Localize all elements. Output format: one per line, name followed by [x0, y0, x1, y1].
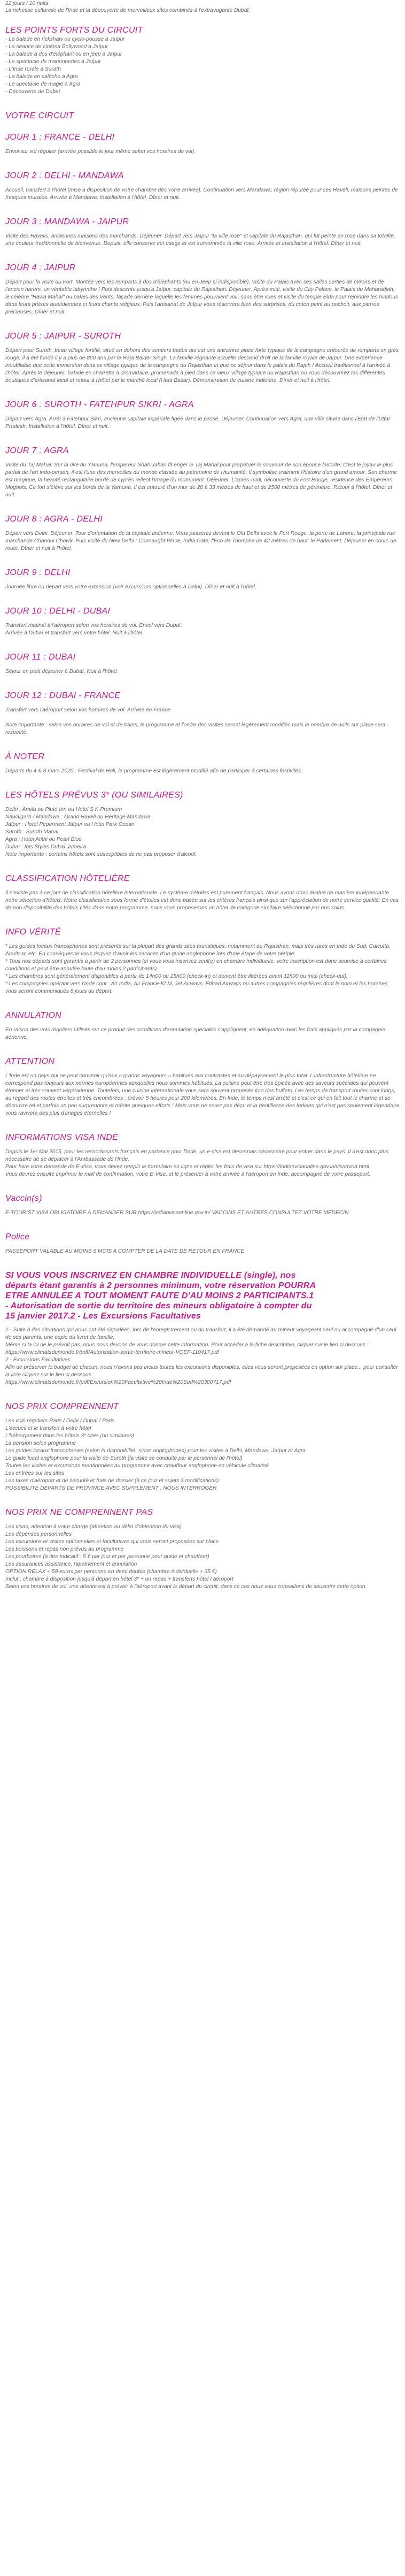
hotel-item: Agra : Hotel Atithi ou Pearl Blue — [5, 837, 82, 842]
note-text: Départs du 4 & 8 mars 2020 : Festival de Holi, le programme est légèrement modifié afin de participer à certaines festivités. — [5, 768, 303, 774]
day-text: Journée libre ou départ vers votre extension (voir excursions optionnelles à Delhi). Dîner et nuit à l'hôtel. — [5, 584, 256, 590]
excluded-text: Les visas, attention à votre charge (attention au délai d'obtention du visa) Les dépenses personnelles Les excursions et visites optionnelles et facultatives qui vous seront proposées sur place Les boissons et repas non prévus au programme Les pourboires (à titre indicatif : 5 € par jour et par personne pour guide et chauffeur) Les assurances assistance, rapatriement et annulation OPTION RELAX + 59 euros par personne en demi double (chambre individuelle + 35 €) Inclut : chambre à disposition jusqu'à départ en hôtel 3* + un repas + transferts hôtel / aéroport Selon vos horaires de vol, une attente est à prévoir à l'aéroport avant le départ du circuit, dans ce cas nous vous conseillons de souscrire cette option. — [5, 1524, 367, 1590]
itinerary-day — [5, 331, 400, 385]
day-text: Transfert matinal à l'aéroport selon vos horaires de vol. Envol vers Dubaï. Arrivée à Dubaï et transfert vers votre hôtel. Nuit à l'hôtel. — [5, 623, 182, 636]
warning-line: SI VOUS VOUS INSCRIVEZ EN CHAMBRE INDIVIDUELLE (single), nos — [5, 1271, 296, 1280]
itinerary-day — [5, 514, 400, 553]
day-text: Séjour en petit déjeuner à Dubaï. Nuit à l'hôtel. — [5, 669, 118, 674]
intro — [5, 0, 400, 14]
included-text: Les vols réguliers Paris / Delhi / Dubaï / Paris L'accueil et le transfert à votre hôtel L'hébergement dans les hôtels 3* cités (ou similaires) La pension selon programme Les guides locaux francophones (selon la disponibilité, sinon anglophones) pour les visites à Delhi, Mandawa, Jaïpur et Agra Le guide local anglophone pour la visite de Suroth (la visite se conduite par le personnel de l'hôtel) Toutes les visites et excursions mentionnées au programme avec chauffeur anglophone en véhicule climatisé Les entrées sur les sites Les taxes d'aéroport et de sécurité et frais de dossier (à ce jour et sujets à modifications) POSSIBILITÉ DÉPARTS DE PROVINCE AVEC SUPPLÉMENT : NOUS INTERROGER. — [5, 1418, 306, 1491]
day-text: Transfert vers l'aéroport selon vos horaires de vol. Arrivée en France Note importante : selon vos horaires de vol et de trains, le programme et l'ordre des visites seront légèrement modifiés mais le nombre de nuits sur place sera respecté. — [5, 707, 386, 735]
day-title: JOUR 10 : DELHI - DUBAI — [5, 607, 111, 616]
warning-line: départs étant garantis à 2 personnes minimum, votre réservation POURRA — [5, 1281, 316, 1290]
day-title: JOUR 8 : AGRA - DELHI — [5, 515, 103, 524]
day-title: JOUR 2 : DELHI - MANDAWA — [5, 171, 124, 180]
highlight-item: - La balade en rickshaw ou cyclo-pousse à Jaïpur — [5, 36, 125, 42]
hotel-item: Nawalgarh / Mandawa : Grand Haveli ou Heritage Mandawa — [5, 814, 151, 820]
annulation-section — [5, 1010, 400, 1041]
note-title: À NOTER — [5, 752, 45, 761]
visa-section — [5, 1132, 400, 1178]
highlights-title: LES POINTS FORTS DU CIRCUIT — [5, 26, 143, 35]
day-text: Départ pour Suroth, beau village fortifié, situé en dehors des sentiers battus qui est une ancienne place forte typique de la campagne entourée de remparts en grès rouge; il a été fondé il y a plus de 800 ans par le Raja Balder Singh. La famille régnante actuelle descend droit de la famille royale de Jaïpur. Une expérience inoubliable que cette immersion dans ce village typique de la campagne du Rajasthan et que ce séjour dans le palais du Rajah ! Accueil traditionnel à l'arrivée à l'hôtel. Après le déjeuner, balade en charrette à dromadaire, promenade à pied dans ce vieux village typique du Rajasthan où vous découvrirez les différentes boutiques d'artisanat local et retour à l'hôtel par le marché local (Haat Bazar). Démonstration de cuisine indienne. Dîner et nuit à l'hôtel. — [5, 348, 399, 384]
day-text: Départ vers Delhi. Déjeuner. Tour d'orientation de la capitale indienne. Vous passerez devant le Old Delhi avec le Fort Rouge, la porte de Lahore, la principale rue marchande Chandni Chowk. Puis visite du New Delhi : Connaught Place, India Gate, l'Eco de Triomphe de 42 mètres de haut, le Parlement. Déjeuner en cours de route. Dîner et nuit à l'hôtel. — [5, 531, 396, 551]
itinerary-day — [5, 132, 400, 156]
itinerary-day — [5, 691, 400, 737]
itinerary-day — [5, 652, 400, 676]
day-title: JOUR 11 : DUBAI — [5, 653, 76, 662]
itinerary-day — [5, 568, 400, 591]
classification-section — [5, 873, 400, 912]
day-title: JOUR 12 : DUBAI - FRANCE — [5, 691, 121, 700]
day-title: JOUR 5 : JAIPUR - SUROTH — [5, 332, 121, 341]
classification-text: Il n'existe pas à ce jour de classification hôtelière internationale. Le système d'étoiles est purement français. Nous avons donc évalué de manière indépendante notre sélection d'hôtels. Notre classification sous forme d'étoiles est donc basée sur les critères français ainsi que sur l'appréciation de notre service qualité. En cas de non disponibilité des hôtels cités dans notre programme, nous vous proposerons un hôtel de catégorie similaire sélectionné par nos soins. — [5, 890, 399, 911]
visa-title: INFORMATIONS VISA INDE — [5, 1133, 119, 1142]
hotel-item: Suroth : Suroth Mahal — [5, 829, 59, 835]
day-title: JOUR 3 : MANDAWA - JAIPUR — [5, 217, 129, 226]
vaccins-section — [5, 1193, 400, 1217]
info-section — [5, 927, 400, 995]
police-text: PASSEPORT VALABLE AU MOINS 6 MOIS A COMPTER DE LA DATE DE RETOUR EN FRANCE — [5, 1248, 245, 1254]
hotel-item: Jaïpur : Hotel Peperment Jaïpur ou Hotel Park Ocean — [5, 822, 135, 827]
itinerary-days — [5, 132, 400, 737]
itinerary-day — [5, 606, 400, 637]
attention-text: L'Inde est un pays qui ne peut convenir qu'aux « grands voyageurs » habitués aux contrastes et au dépaysement le plus total. L'infrastructure hôtelière ne correspond pas toujours aux normes européennes auxquelles nous sommes habitués. La cuisine peut être très épicée avec des saveurs spéciales qui peuvent étonner et très souvent végétarienne. Toutefois, une cuisine internationale vous sera souvent proposée lors des buffets. Les temps de transport routier sont longs, au regard des routes étroites et très encombrées : prévoir 5 heures pour 200 kilomètres. En Inde, le temps n'est arrêté et c'est ce qui en fait tout le charme et se découvre tel et parfois un peu surprenante et mérite quelques efforts ! Mais vous ne serez pas déçu et la gentillesse des Indiens qui n'est pas seulement légendaire vous ravivera des plus d'images éternelles ! — [5, 1073, 400, 1116]
warning-line: - Autorisation de sortie du territoire des mineurs obligatoire à compter du — [5, 1301, 312, 1310]
day-text: Visite des Havelis, anciennes maisons des marchands. Déjeuner. Départ vers Jaïpur "la ville rose" et capitale du Rajasthan, qui fut peinte en rose dans sa totalité, une couleur traditionnelle de bienvenue. Depuis, elle conserve cet usage et est surnommée la ville rose. Arrivée et installation à l'hôtel. Dîner et nuit. — [5, 233, 395, 247]
highlight-item: - Le spectacle de marionnettes à Jaïpur — [5, 59, 101, 65]
itinerary-day — [5, 446, 400, 499]
note-section — [5, 752, 400, 775]
vaccins-title: Vaccin(s) — [5, 1194, 42, 1203]
attention-title: ATTENTION — [5, 1057, 55, 1066]
hotel-item: Note importante : certains hôtels sont susceptibles de ne pas proposer d'alcool. — [5, 852, 197, 857]
day-text: Visite du Taj Mahal. Sur la rive du Yamuna, l'empereur Shah Jahan fit ériger le Taj Mahal pour perpétuer le souvenir de son épouse favorite. C'est le joyau le plus parfait de l'art indo-persan, il est l'une des merveilles du monde classée au patrimoine de l'humanité. Il symbolise vraiment l'histoire d'un grand amour. Son charme est magique, la beauté rectangulaire bordé de cyprès relient l'image du monument. Déjeuner. L'après-midi, découverte du Fort Rouge, résidence des Empereurs Moghols. Ce fort s'élève sur les bords de la Yamuna. Il est entouré d'un mur de 20 à 33 mètres de haut et de 2500 mètres de périmètre. Retour à l'hôtel. Dîner et nuit. — [5, 462, 398, 498]
hotels-section — [5, 790, 400, 858]
included-section — [5, 1401, 400, 1492]
warning-line: 15 janvier 2017.2 - Les Excursions Facultatives — [5, 1312, 201, 1321]
trip-tagline: La richesse culturelle de l'Inde et la découverte de merveilleux sites combinés à l'extravagante Dubaï. — [5, 7, 251, 13]
warning-section — [5, 1270, 400, 1386]
highlight-item: - La balade à dos d'éléphant ou en jeep à Jaïpur — [5, 51, 122, 57]
day-title: JOUR 1 : FRANCE - DELHI — [5, 133, 115, 142]
day-title: JOUR 9 : DELHI — [5, 568, 71, 577]
hotels-title: LES HÔTELS PRÉVUS 3* (OU SIMILAIRES) — [5, 791, 183, 800]
hotel-item: Delhi : Amita ou Pluto Inn ou Hotel S K Premium — [5, 807, 122, 812]
excluded-section — [5, 1507, 400, 1591]
warning-heading — [5, 1270, 400, 1321]
highlight-item: - La balade en calèche à Agra — [5, 74, 78, 80]
hotels-list — [5, 806, 400, 858]
police-title: Police — [5, 1232, 30, 1241]
day-text: Envol sur vol régulier (arrivée possible le jour même selon vos horaires de vol). — [5, 149, 196, 155]
excluded-title: NOS PRIX NE COMPRENNENT PAS — [5, 1508, 153, 1517]
warning-line: ETRE ANNULEE A TOUT MOMENT FAUTE D'AU MOINS 2 PARTICIPANTS.1 — [5, 1291, 314, 1300]
itinerary-day — [5, 171, 400, 202]
day-title: JOUR 6 : SUROTH - FATEHPUR SIKRI - AGRA — [5, 400, 194, 409]
day-text: Accueil, transfert à l'hôtel (mise à disposition de votre chambre dès votre arrivée). Continuation vers Mandawa, région réputée pour ses Haveli, maisons peintes de fresques murales. Arrivée à Mandawa. Installation à l'hôtel. Dîner et nuit. — [5, 187, 398, 201]
vaccins-text: E-TOURIST VISA OBLIGATOIRE A DEMANDER SUR https://indianvisaonline.gov.in/ VACCINS ET AUTRES CONSULTEZ VOTRE MEDECIN — [5, 1210, 349, 1216]
trip-duration: 12 jours / 10 nuits — [5, 1, 49, 6]
highlight-item: - La séance de cinéma Bollywood à Jaïpur — [5, 44, 108, 50]
annulation-text: En raison des vols réguliers utilisés sur ce produit des conditions d'annulation spéciales s'appliquent, en adéquation avec les frais appliqués par la compagnie aérienne. — [5, 1027, 386, 1040]
itinerary-day — [5, 217, 400, 248]
info-text: * Les guides locaux francophones sont présents sur la plupart des grands sites touristiques, notamment au Rajasthan, mais très rares en Inde du Sud, Calcutta, Amritsar, etc. En conséquence vous risquez d'avoir les services d'un guide anglophone lors d'une étape de votre périple. * Tous nos départs sont garantis à partir de 2 personnes (si vous vous inscrivez seul(e) en chambre individuelle, votre inscription est donc soumise à certaines conditions et peut être annulée faute d'au moins 2 participants). * Les chambres sont généralement disponibles à partir de 14h00 ou 15h00 (check-in) et doivent être libérées avant 11h00 ou midi (check-out). * Les compagnies opérant vers l'Inde sont : Air India, Air France-KLM, Jet Airways, Etihad Airways ou autres compagnies régulières dont le nom et les horaires vous seront communiqués 8 jours du départ. — [5, 944, 391, 994]
highlight-item: - Découverte de Dubaï — [5, 89, 60, 95]
attention-section — [5, 1056, 400, 1117]
police-section — [5, 1232, 400, 1255]
day-title: JOUR 4 : JAIPUR — [5, 263, 76, 272]
day-text: Départ pour la visite du Fort. Montée vers les remparts à dos d'éléphants (ou en Jeep si indisponible). Visite du Palais avec ses salles serties de miroirs et de l'ancien harem, un véritable labyrinthe ! Puis descente jusqu'à Jaïpur, capitale du Rajasthan. Déjeuner. Après-midi, visite du City Palace, le Palais du Maharadjah, le célèbre "Hawa Mahal" ou palais des Vents, façade derrière laquelle les femmes pouvaient voir, sans être vues et visite du temple Birla pour rejoindre les hindous dans leurs prières quotidiennes et leurs chants religieux. Puis l'artisanat de Jaïpur vous réservera bien des surprises, du coton peint au pochoir, aux pierres précieuses. Dîner et nuit. — [5, 279, 399, 315]
circuit-title: VOTRE CIRCUIT — [5, 111, 74, 120]
highlight-item: - Le spectacle de magie à Agra — [5, 81, 81, 87]
annulation-title: ANNULATION — [5, 1011, 61, 1020]
highlight-item: - L'Inde rurale à Surath — [5, 66, 61, 72]
day-title: JOUR 7 : AGRA — [5, 446, 69, 455]
hotel-item: Dubaï : Ibis Styles Dubaï Jumeira — [5, 844, 87, 850]
visa-text: Depuis le 1er Mai 2015, pour les ressortissants français en partance pour l'Inde, un e-visa est désormais nécessaire pour entrer dans le pays. Il n'est donc plus nécessaire de se déplacer à l'Ambassade de l'Inde. Pour faire votre demande de E-Visa, vous devez remplir le formulaire en ligne et régler les frais de visa sur https://indianvisaonline.gov.in/visa/tvoa.html Vous devrez ensuite imprimer le mail de confirmation, votre E-Visa, et le présenter à votre arrivée à l'aéroport en Inde, accompagné de votre passeport. — [5, 1149, 388, 1177]
warning-text: 1 - Suite à des situations qui nous ont été signalées, lors de l'enregistrement ou du transfert, il a été demandé au mineur voyageant seul ou accompagné d'un seul de ses parents, une copie du livret de famille. Même si la loi ne le prévoit pas, nous nous devons de vous donner cette information. Pour accéder à la fiche descriptive, cliquer sur le lien ci dessous : https://www.climatsdumonde.fr/pdf/Autorisation-sortie-territoire-mineur-VOEF-110417.pdf 2 - Excursions Facultatives Afin de préserver le budget de chacun, nous n'avons pas inclus toutes les excursions disponibles, elles vous seront proposées en option sur place... pour consulter la liste cliquez sur le lien ci dessous : https://www.climatsdumonde.fr/pdf/Excursion%20Facultative%20Inde%20Sud%20300717.pdf — [5, 1327, 398, 1385]
highlights-list — [5, 36, 400, 96]
itinerary-day — [5, 400, 400, 431]
classification-title: CLASSIFICATION HÔTELIÈRE — [5, 874, 130, 883]
day-text: Départ vers Agra. Arrêt à Fatehpur Sikri, ancienne capitale impériale figée dans le passé. Déjeuner. Continuation vers Agra, une ville située dans l'État de l'Uttar Pradesh. Installation à l'hôtel. Dîner et nuit. — [5, 416, 391, 430]
itinerary-day — [5, 263, 400, 316]
included-title: NOS PRIX COMPRENNENT — [5, 1402, 119, 1411]
info-title: INFO VÉRITÉ — [5, 927, 61, 937]
